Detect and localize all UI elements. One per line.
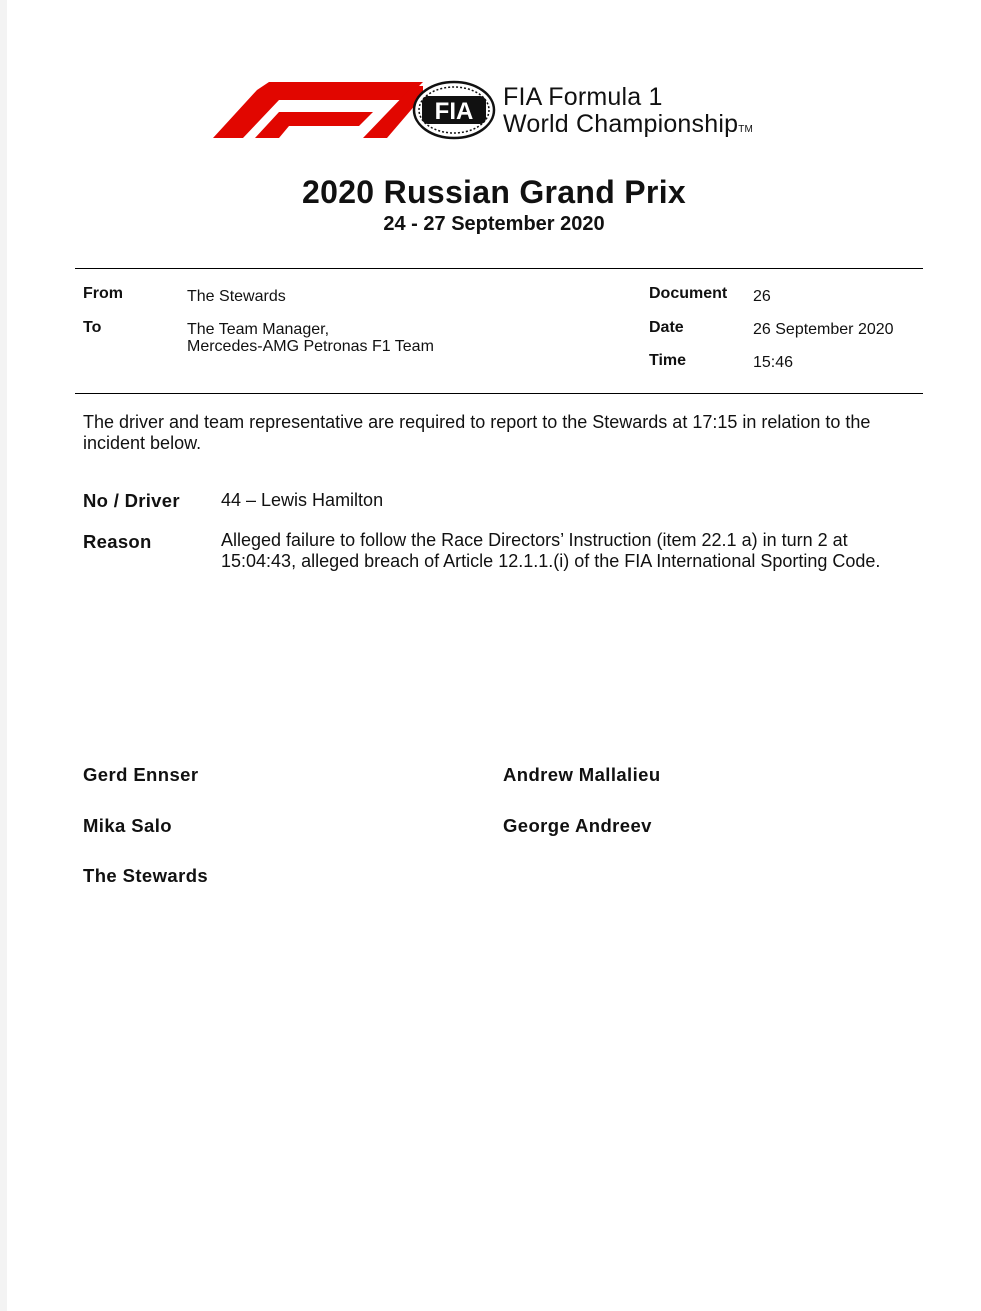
brand-wordmark [503,84,753,143]
f1-logo [213,82,423,138]
trademark-mark: TM [738,124,754,135]
event-title: 2020 Russian Grand Prix [302,174,686,210]
from-value: The Stewards [187,288,286,305]
driver-value: 44 – Lewis Hamilton [221,490,384,510]
to-value-line-1: The Team Manager, [187,321,330,338]
svg-text:FIA: FIA [434,98,474,125]
brand-line-1: FIA Formula 1 [503,83,663,111]
reason-label: Reason [83,531,152,552]
document-value: 26 [753,288,771,305]
brand-line-2-text: World Championship [503,110,739,138]
time-value: 15:46 [753,354,794,371]
date-label: Date [649,319,684,336]
divider-top [75,268,923,269]
time-label: Time [649,352,687,369]
document-label: Document [649,285,728,302]
from-label: From [83,285,123,302]
steward-name: Mika Salo [83,815,172,836]
to-label: To [83,319,102,336]
stewards-signoff: The Stewards [83,865,209,886]
reason-value: Alleged failure to follow the Race Directors’ Instruction (item 22.1 a) in turn 2 at 15:04:43, alleged breach of Article 12.1.1.(i) of the FIA International Sporting Code. [221,530,881,571]
fia-emblem-icon [412,80,496,140]
to-value-line-2: Mercedes-AMG Petronas F1 Team [187,338,434,355]
brand-line-2 [503,111,753,143]
event-dates: 24 - 27 September 2020 [383,213,605,235]
divider-bottom [75,393,923,394]
document-page [7,0,981,1311]
steward-name: George Andreev [503,815,652,836]
steward-name: Gerd Ennser [83,764,199,785]
intro-paragraph: The driver and team representative are required to report to the Stewards at 17:15 in relation to the incident below. [83,412,871,453]
steward-name: Andrew Mallalieu [503,764,661,785]
date-value: 26 September 2020 [753,321,894,338]
driver-label: No / Driver [83,490,180,511]
